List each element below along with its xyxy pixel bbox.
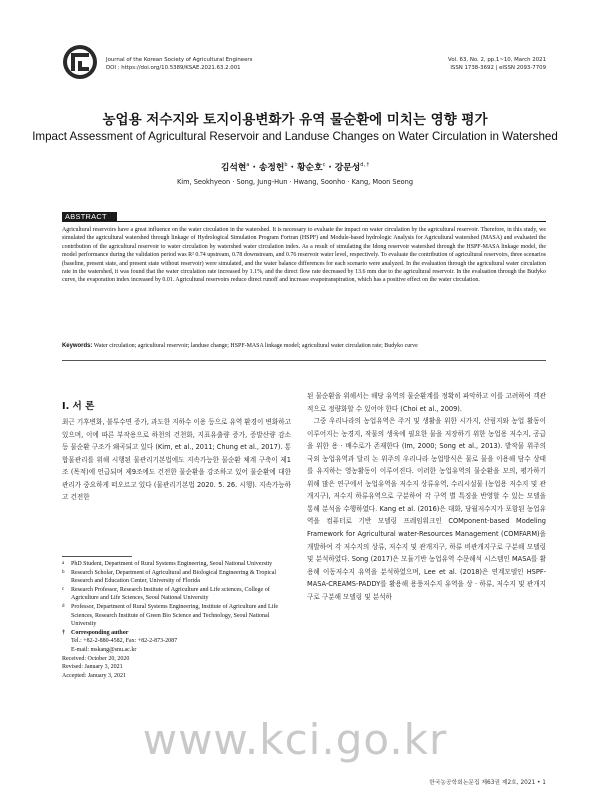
abstract-label: ABSTRACT bbox=[62, 212, 117, 222]
author-mark: a bbox=[246, 162, 250, 169]
body-left-column: 최근 기후변화, 불투수면 증가, 과도한 지하수 이용 등으로 유역 환경이 변화하고 있으며, 이에 따른 부작용으로 하천의 건천화, 지표유출량 증가, 증발산량 감소 등 물순환 구조가 왜곡되고 있다 (Kim, et al., 2011; Chung et al., 2017). 통합물관리를 위해 시행된 물관리기본법에도 지속가능한 물순환 체계 구축이 제1조 (목적)에 언급되며 제9조에도 건전한 물순환을 강조하고 있어 물순환에 대한 관리가 중요하게 떠오르고 있다 (물관리기본법 2020. 5. 26. 시행). 지속가능하고 건전한 bbox=[62, 418, 291, 502]
received-date: Received: October 20, 2020 bbox=[62, 655, 130, 662]
authors-english: Kim, Seokhyeon · Song, Jung-Hun · Hwang, Soonho · Kang, Moon Seong bbox=[176, 178, 414, 186]
author-mark: c bbox=[322, 162, 326, 169]
author-name: 김석현 bbox=[220, 163, 247, 173]
author-name: 송정헌 bbox=[258, 163, 285, 173]
contact-phone: Tel.: +82-2-880-4582, Fax: +82-2-873-2087 bbox=[71, 638, 178, 645]
paragraph: 그중 우리나라의 농업유역은 주거 및 생활을 위한 시가지, 산림지와 농업 활동이 이루어지는 농경지, 작물의 생육에 필요한 물을 저장하기 위한 농업용 저수지, 공급을 위한 용 · 배수로가 존재한다 (Im, 2000; Song et al., 2013). 밭작물 위주의 국외 농업유역과 달리 논 위주의 우리나라 농업방식은 물로 물을 이용해 담수 상태를 유지하는 영농활동이 이루어진다. 이러한 농업유역의 물순환을 모의, 평가하기 위해 많은 연구에서 농업유역을 저수지 상류유역, 수리시설물 (농업용 저수지 및 관개지구), 저수지 하류유역으로 구분하여 각 구역 별 특징을 반영할 수 있는 모델을 통해 분석을 수행하였다. Kang et al. (2016)은 대화, 당월저수지가 포함된 농업유역을 컴퓨터로 기반 모델링 프레임워크인 COMponent-based Modeling Framework for Agricultural water-Resources Management (COMFARM)을 개발하여 각 저수지의 상류, 저수지 및 관개지구, 하류 비관개지구로 구분해 모델링 및 분석하였다. Song (2017)은 모듈기반 농업유역 수문해석 시스템인 MASA를 활용해 이동저수지 유역을 분석하였으며, Lee et al. (2018)은 연계모델인 HSPF-MASA-CREAMS-PADDY를 활용해 용풍저수지 유역을 상 · 하류, 저수지 및 관개지구로 구분해 모델링 및 분석하 bbox=[307, 417, 546, 601]
author-mark: d, † bbox=[360, 162, 370, 169]
keywords-label: Keywords: bbox=[62, 343, 93, 349]
authors-korean bbox=[0, 160, 590, 173]
doi-text: DOI : https://doi.org/10.5389/KSAE.2021.63.2.001 bbox=[106, 65, 241, 71]
keywords-text: Water circulation; agricultural reservoir; landuse change; HSPF-MASA linkage model; agricultural water circulation rate; Budyko curve bbox=[93, 343, 418, 349]
footnote-item bbox=[62, 569, 291, 586]
footnote-text: Research Scholar, Department of Agricultural and Biological Engineering & Tropical Research and Education Center, University of Florida bbox=[71, 569, 277, 585]
accepted-date: Accepted: January 3, 2021 bbox=[62, 672, 126, 679]
footnote-mark: d bbox=[62, 603, 65, 609]
footnote-item bbox=[62, 586, 291, 603]
keywords bbox=[62, 343, 546, 349]
author-mark: b bbox=[284, 162, 288, 169]
corresponding-label: Corresponding author bbox=[71, 629, 129, 636]
footnote-mark: a bbox=[62, 561, 65, 566]
paragraph: 된 물순환을 위해서는 해당 유역의 물순환계를 정확히 파악하고 이를 고려하여 객관적으로 정량화할 수 있어야 한다 (Choi et al., 2009). bbox=[307, 392, 546, 413]
dagger-mark: † bbox=[62, 629, 65, 636]
footnotes bbox=[62, 560, 291, 680]
abstract-header-bar bbox=[62, 212, 546, 222]
volume-line: Vol. 63, No. 2, pp.1~10, March 2021 bbox=[448, 57, 546, 63]
footnote-text: PhD Student, Department of Rural Systems Engineering, Seoul National University bbox=[71, 561, 273, 567]
author-separator: · bbox=[249, 163, 259, 173]
journal-header bbox=[62, 44, 546, 80]
title-english: Impact Assessment of Agricultural Reservoir and Landuse Changes on Water Circulation in Watershed bbox=[32, 130, 558, 143]
corresponding-author bbox=[62, 629, 291, 638]
contact-email: E-mail: mskang@snu.ac.kr bbox=[71, 646, 137, 653]
author-separator: · bbox=[287, 163, 298, 173]
title-korean: 농업용 저수지와 토지이용변화가 유역 물순환에 미치는 영향 평가 bbox=[102, 112, 488, 128]
journal-info bbox=[106, 56, 252, 72]
footnote-mark: b bbox=[62, 569, 65, 575]
footnote-divider bbox=[62, 556, 132, 557]
abstract-text: Agricultural reservoirs have a great influence on the water circulation in the watershed. It is necessary to evaluate the impact on water circulation by the agricultural reservoir. Therefore, in this study, we simulated the agricultural watershed through linkage of Hydrological Simulation Program Fortran (HSPF) and Module-based hydrologic Analysis for Agricultural watershed (MASA) and evaluated the contribution of the agricultural reservoir to water circulation by watershed water circulation index. As a result of simulating the Idong reservoir watershed through the HSPF-MASA linkage model, the model performance during the validation period was R² 0.74 upstream, 0.78 downstream, and 0.76 reservoir water level, respectively. To evaluate the contribution of agricultural reservoirs, three scenarios (baseline, present state, and present state without reservoir) were simulated, and the water balance differences for each scenario were analyzed. In the evaluation through the agricultural water circulation rate in the watershed, it was found that the water circulation rate increased by 1.1%, and the direct flow rate decreased by 13.6 mm due to the agricultural reservoir. In the evaluation through the Budyko curve, the evaporation index increased by 0.01. Agricultural reservoirs reduce direct runoff and increase evapotranspiration, which has a positive effect on the water circulation. bbox=[62, 227, 546, 284]
footnote-text: Research Professor, Research Institute of Agriculture and Life sciences, College of Agriculture and Life Sciences, Seoul National University bbox=[71, 586, 270, 602]
author-separator: · bbox=[325, 163, 335, 173]
author-name: 황순호 bbox=[297, 163, 323, 173]
page-footer: 한국농공학회논문집 제63권 제2호, 2021 • 1 bbox=[429, 780, 546, 786]
journal-name: Journal of the Korean Society of Agricultural Engineers bbox=[106, 57, 253, 63]
journal-logo-icon bbox=[62, 44, 98, 80]
revised-date: Revised: January 3, 2021 bbox=[62, 664, 123, 671]
issn-line: ISSN 1738-3692 | eISSN 2093-7709 bbox=[450, 65, 546, 71]
footnote-item bbox=[62, 560, 291, 569]
section-divider bbox=[62, 360, 546, 361]
section-heading: Ⅰ. 서 론 bbox=[62, 401, 95, 412]
footnote-text: Professor, Department of Rural Systems Engineering, Institute of Agriculture and Life Sciences, Research Institute of Green Bio Science and Technology, Seoul National University bbox=[71, 603, 279, 628]
volume-info bbox=[448, 56, 546, 72]
author-name: 강문성 bbox=[334, 163, 361, 173]
footnote-mark: c bbox=[62, 586, 65, 592]
kci-watermark: www.kci.go.kr bbox=[142, 715, 448, 764]
footnote-item bbox=[62, 603, 291, 629]
body-right-column bbox=[307, 390, 546, 603]
